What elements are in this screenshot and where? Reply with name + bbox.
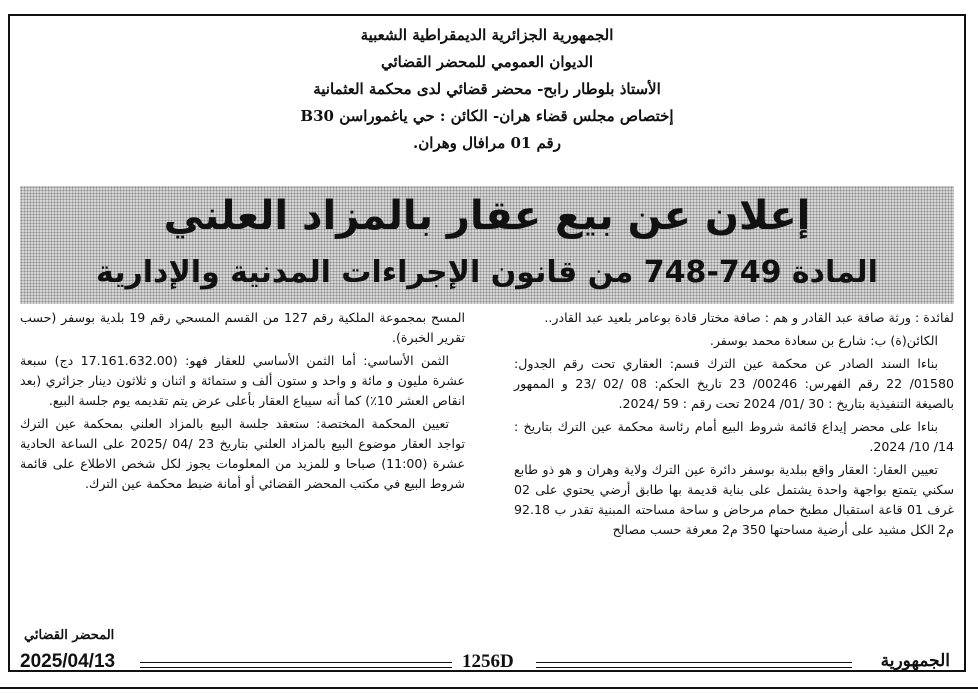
footer-bar <box>20 652 954 672</box>
court-session-paragraph: تعيين المحكمة المختصة: ستعقد جلسة البيع بالمزاد العلني بمحكمة عين الترك تواجد العقار موضوع البيع بالمزاد العلني بتاريخ 23 /04 /2025 على الساعة الحادية عشرة (11:00) صباحا و للمزيد من المعلومات يجوز لكل شخص الاطلاع على قائمة شروط البيع في مكتب المحضر القضائي أو أمانة ضبط محكمة عين الترك. <box>20 416 465 491</box>
signature-label: المحضر القضائي <box>24 628 115 643</box>
publication-date: 2025/04/13 <box>20 651 116 672</box>
cadastre-paragraph: المسح بمجموعة الملكية رقم 127 من القسم المسحي رقم 19 بلدية بوسفر (حسب تقرير الخبرة). <box>20 310 465 345</box>
property-paragraph: تعيين العقار: العقار واقع ببلدية بوسفر دائرة عين الترك ولاية وهران و هو ذو طابع سكني يتمتع بواجهة واحدة يشتمل على بناية قديمة بها طابق أرضي يحتوي على 02 غرف 01 قاعة استقبال مطبخ حمام مرحاض و ساحة مساحته المبنية تقدر ب 92.18 م2 الكل مشيد على أرضية مساحتها 350 م2 معرفة حسب مصالح <box>514 462 955 537</box>
title-banner <box>20 186 954 304</box>
page-bottom-rule <box>0 687 978 689</box>
footer-rule-right <box>536 662 852 668</box>
header-republic: الجمهورية الجزائرية الديمقراطية الشعبية <box>360 26 614 44</box>
newspaper-logo: الجمهورية <box>880 651 950 671</box>
beneficiaries-paragraph: لفائدة : ورثة صافة عبد القادر و هم : صافة مختار قادة بوعامر بلعيد عبد القادر.. <box>544 310 954 325</box>
announcement-code: 1256D <box>462 651 514 672</box>
header-address: رقم 01 مرافال وهران. <box>413 134 561 152</box>
header-jurisdiction: إختصاص مجلس قضاء هران- الكائن : حي ياغموراسن B30 <box>300 107 674 125</box>
residence-paragraph: الكائن(ة) ب: شارع بن سعادة محمد بوسفر. <box>709 333 938 348</box>
base-price-paragraph: الثمن الأساسي: أما الثمن الأساسي للعقار فهو: (17.161.632.00 دج) سبعة عشرة مليون و مائة و واحد و ستون ألف و ستمائة و اثنان و ثلاثون دينار جزائري (بعد انقاص العشر 10٪) كما أنه سيباع العقار بأعلى عرض يتم تقديمه يوم جلسة البيع. <box>20 353 465 408</box>
footer-rule-left <box>140 662 452 668</box>
header-bailiff: الأستاذ بلوطار رابح- محضر قضائي لدى محكمة العثمانية <box>313 80 661 98</box>
left-column <box>20 308 465 497</box>
judgment-paragraph: بناءا السند الصادر عن محكمة عين الترك قسم: العقاري تحت رقم الجدول: 01580/ 22 رقم الفهرس: 00246/ 23 تاريخ الحكم: 08 /02 /23 و الممهور بالصيغة التنفيذية بتاريخ : 30 /01/ 2024 تحت رقم : 59 /2024. <box>514 356 954 411</box>
announcement-frame <box>8 14 966 672</box>
right-column <box>514 308 954 543</box>
header-office: الديوان العمومي للمحضر القضائي <box>380 53 594 71</box>
header-block <box>10 22 964 157</box>
deposit-paragraph: بناءا على محضر إيداع قائمة شروط البيع أمام رئاسة محكمة عين الترك بتاريخ : 14/ 10/ 2024. <box>514 419 954 454</box>
announcement-title: إعلان عن بيع عقار بالمزاد العلني <box>163 193 811 239</box>
announcement-subtitle: المادة 749-748 من قانون الإجراءات المدنية والإدارية <box>96 255 878 290</box>
